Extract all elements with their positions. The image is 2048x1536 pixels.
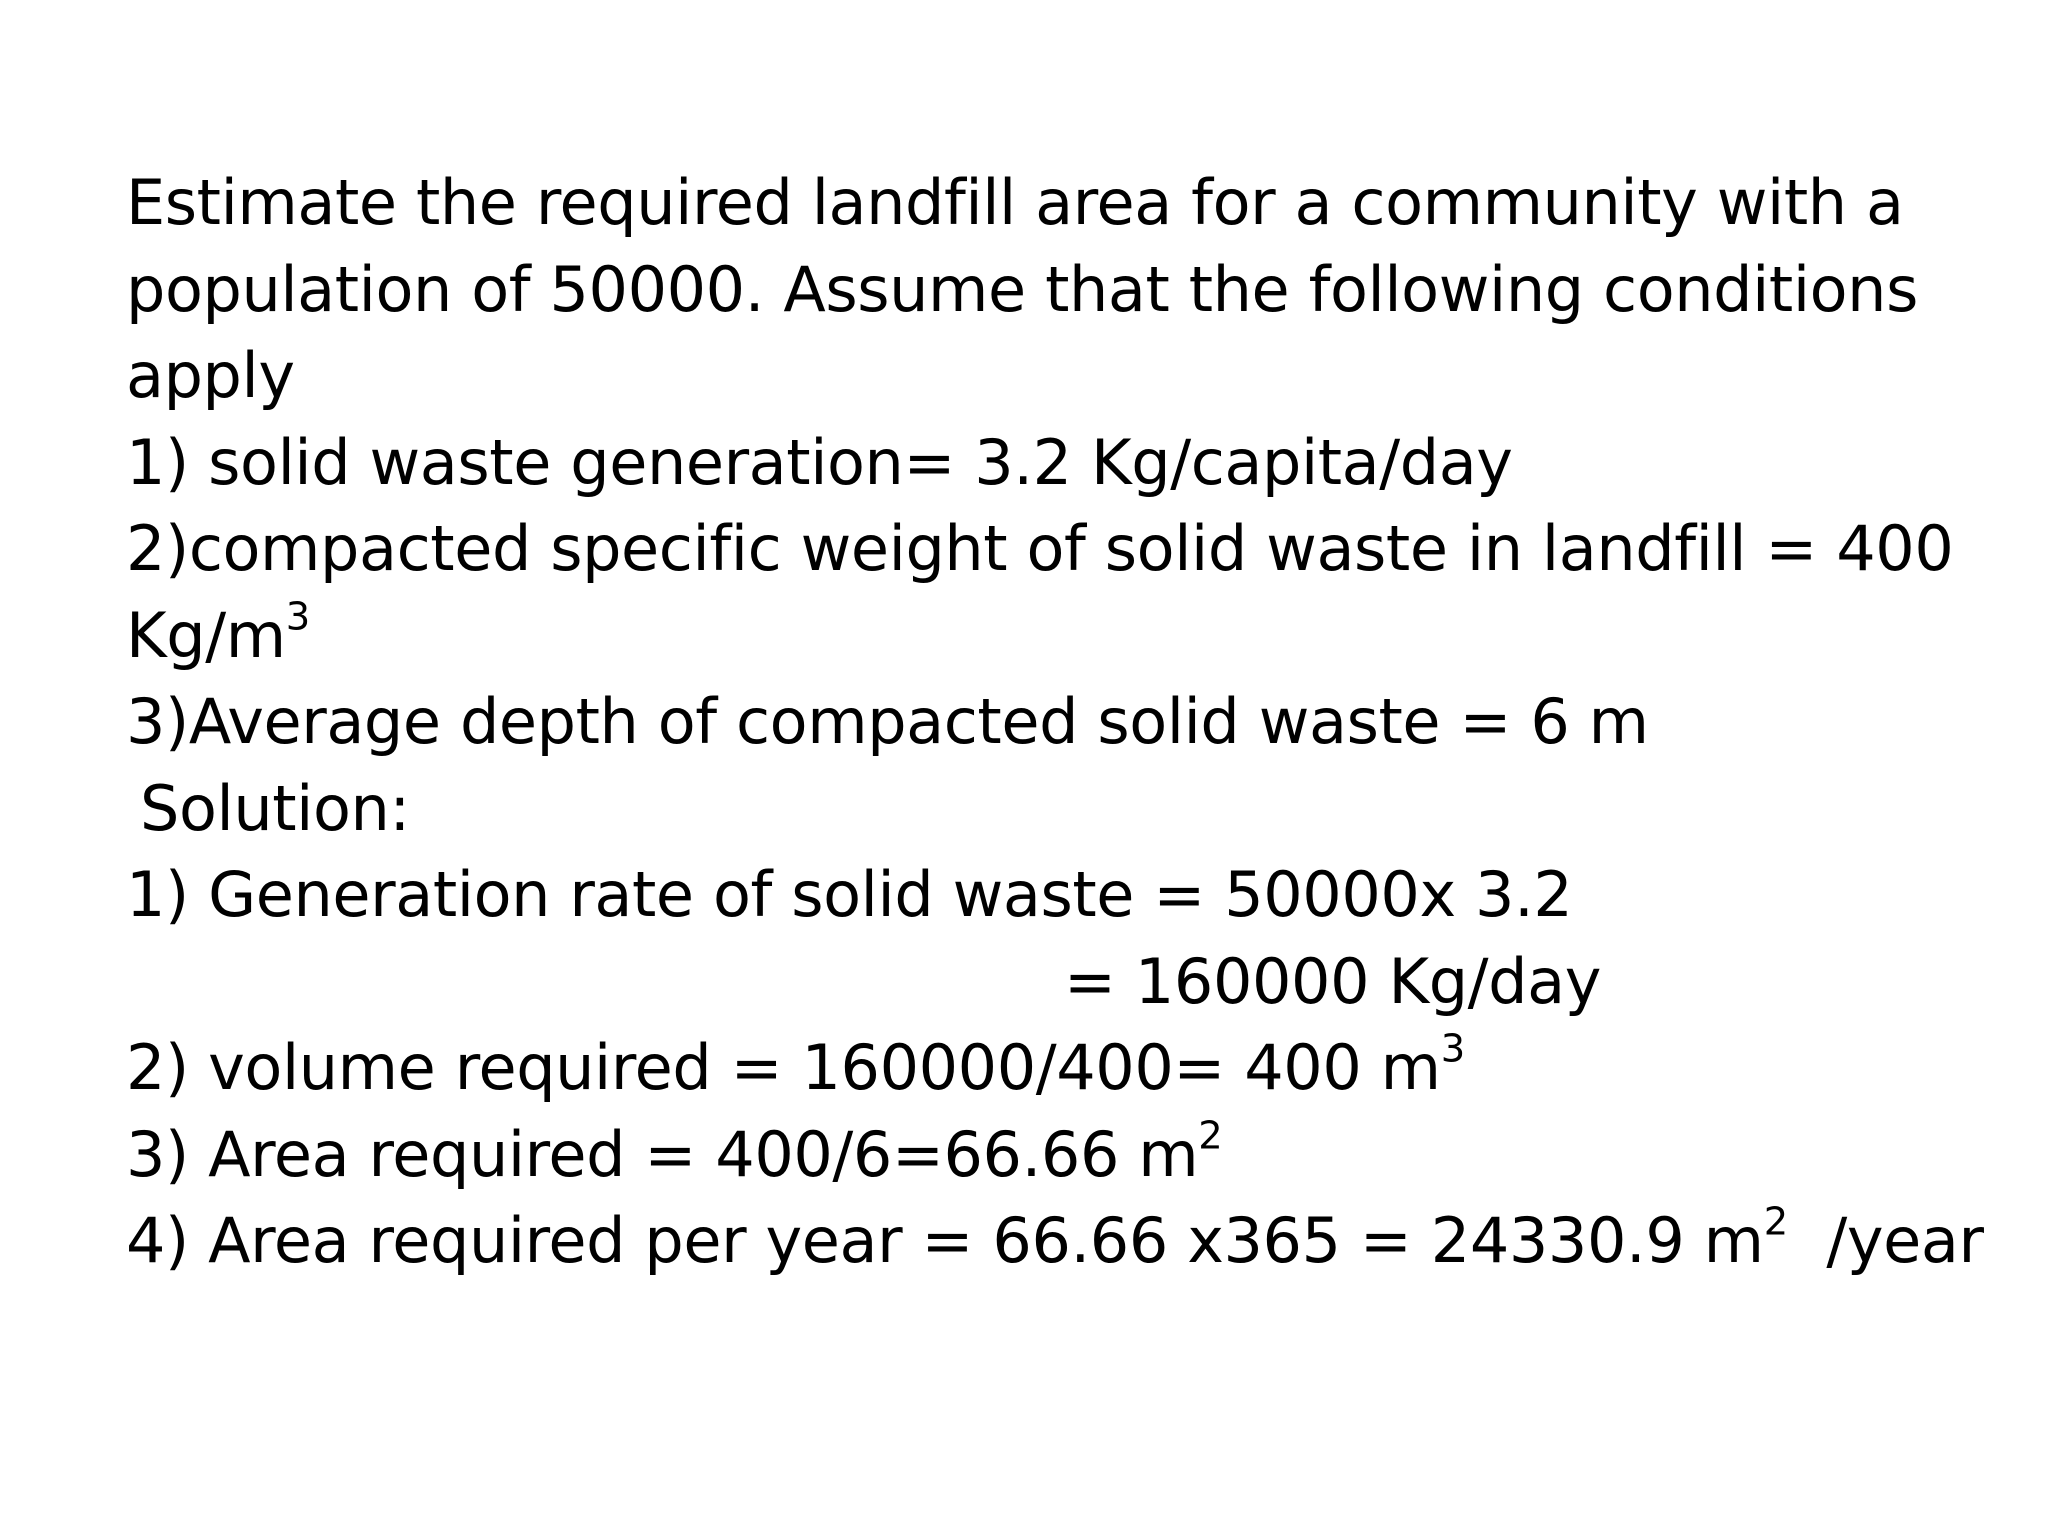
problem-line-1: Estimate the required landfill area for a community with a (126, 166, 1904, 239)
condition-2-unit-exponent: 3 (285, 593, 310, 639)
condition-2-unit-text: Kg/m (126, 598, 286, 672)
condition-3: 3)Average depth of compacted solid waste = 6 m (126, 685, 1649, 758)
solution-step-2 (126, 1025, 1926, 1112)
solution-step-1: 1) Generation rate of solid waste = 50000x 3.2 (126, 858, 1573, 931)
solution-step-4-text: 4) Area required per year = 66.66 x365 = 24330.9 m (126, 1204, 1764, 1277)
solution-step-2-exponent: 3 (1440, 1026, 1465, 1072)
slide-body-text (126, 160, 1984, 1285)
problem-line-3: apply (126, 339, 295, 412)
condition-2: 2)compacted specific weight of solid waste in landfill = 400 (126, 512, 1954, 585)
solution-step-4-exponent: 2 (1763, 1199, 1788, 1245)
solution-step-4 (126, 1198, 1984, 1285)
solution-step-2-text: 2) volume required = 160000/400= 400 m (126, 1031, 1441, 1104)
condition-2-unit (126, 593, 1926, 680)
problem-line-2: population of 50000. Assume that the following conditions (126, 252, 1918, 326)
solution-step-3 (126, 1112, 1926, 1199)
condition-1: 1) solid waste generation= 3.2 Kg/capita/day (126, 425, 1513, 499)
solution-step-1-result: = 160000 Kg/day (1064, 944, 1601, 1018)
solution-heading: Solution: (140, 771, 410, 845)
solution-step-3-text: 3) Area required = 400/6=66.66 m (126, 1117, 1199, 1191)
solution-step-4-suffix: /year (1826, 1204, 1984, 1277)
solution-step-3-exponent: 2 (1198, 1112, 1223, 1158)
